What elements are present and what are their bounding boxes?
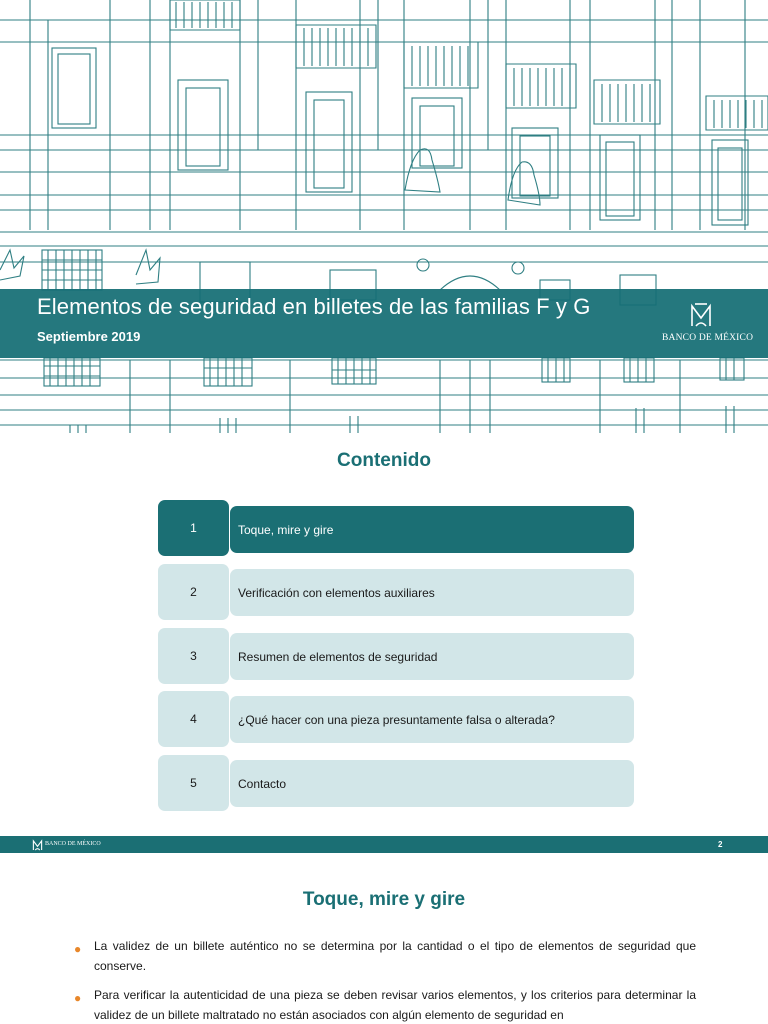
footer-band: [0, 836, 768, 853]
building-illustration: [0, 0, 768, 433]
contents-item-2[interactable]: Verificación con elementos auxiliares: [230, 569, 634, 616]
contents-number-4[interactable]: 4: [158, 691, 229, 747]
bullet-list: [74, 936, 696, 1024]
presentation-title: Elementos de seguridad en billetes de las familias F y G: [37, 294, 591, 319]
banxico-logo-text: BANCO DE MÉXICO: [662, 333, 754, 343]
footer-logo-text: BANCO DE MÉXICO: [45, 841, 101, 847]
list-item: [74, 985, 696, 1024]
bullet-dot-icon: ●: [74, 991, 82, 1005]
contents-item-5[interactable]: Contacto: [230, 760, 634, 807]
footer-logo-icon: [32, 839, 43, 851]
contents-heading: Contenido: [337, 450, 431, 471]
contents-item-4[interactable]: ¿Qué hacer con una pieza presuntamente falsa o alterada?: [230, 696, 634, 743]
banxico-logo-icon: [689, 302, 713, 328]
contents-item-1[interactable]: Toque, mire y gire: [230, 506, 634, 553]
bullet-dot-icon: ●: [74, 942, 82, 956]
section-heading: Toque, mire y gire: [302, 889, 466, 910]
bullet-text: La validez de un billete auténtico no se determina por la cantidad o el tipo de elementos de seguridad que conserve.: [94, 939, 696, 973]
list-item: [74, 936, 696, 976]
contents-number-3[interactable]: 3: [158, 628, 229, 684]
contents-number-2[interactable]: 2: [158, 564, 229, 620]
cover-slide: [0, 0, 768, 433]
contents-number-5[interactable]: 5: [158, 755, 229, 811]
page-number: 2: [718, 840, 723, 849]
contents-number-1[interactable]: 1: [158, 500, 229, 556]
contents-item-3[interactable]: Resumen de elementos de seguridad: [230, 633, 634, 680]
presentation-date: Septiembre 2019: [37, 329, 141, 344]
bullet-text: Para verificar la autenticidad de una pieza se deben revisar varios elementos, y los criterios para determinar la validez de un billete maltratado no están asociados con algún elemento de seguridad en: [94, 988, 696, 1022]
